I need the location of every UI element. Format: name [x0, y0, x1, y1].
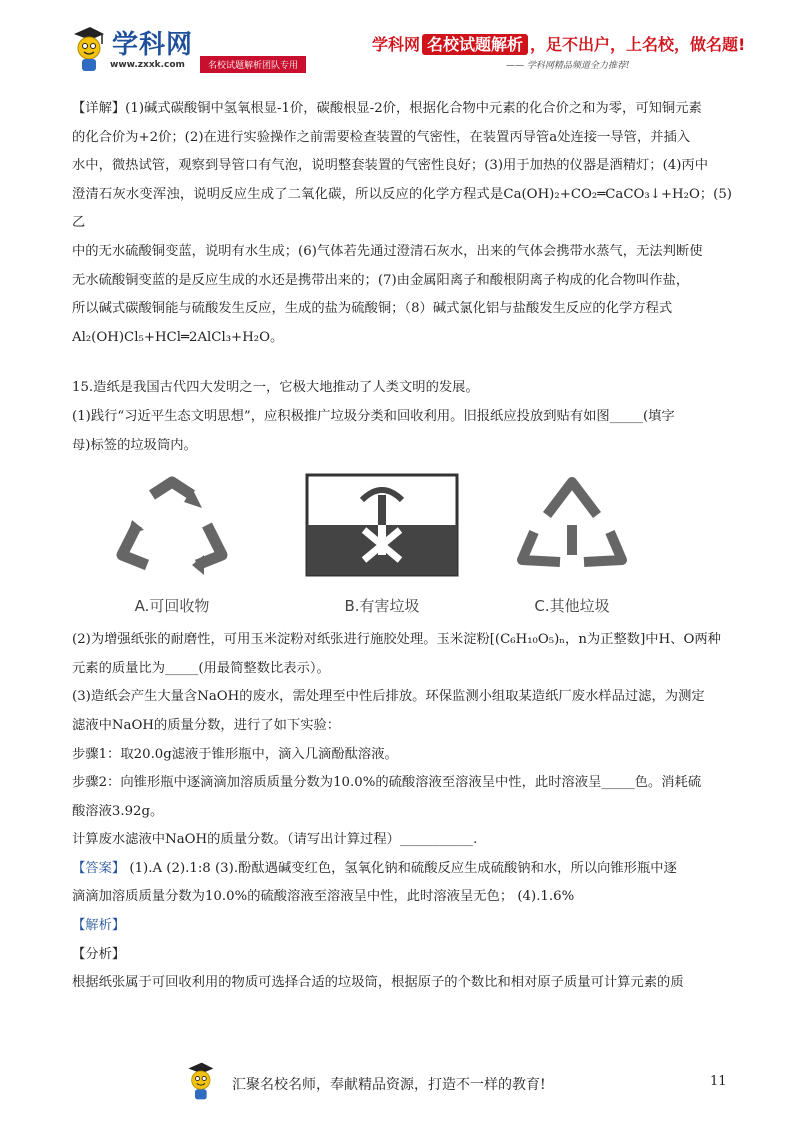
logo-text: 学科网: [112, 30, 194, 60]
detail-line: 无水硫酸铜变蓝的是反应生成的水还是携带出来的；(7)由金属阳离子和酸根阴离子构成的化合物叫作盐，: [72, 272, 690, 288]
answer-text: (1).A (2).1:8 (3).酚酞遇碱变红色，氢氧化钠和硫酸反应生成硫酸钠和水，所以向锥形瓶中逐: [125, 860, 677, 876]
detail-line: 【详解】(1)碱式碳酸铜中氢氧根显-1价，碳酸根显-2价，根据化合物中元素的化合价之和为零，可知铜元素: [72, 101, 702, 116]
question-line: 元素的质量比为_____(用最简整数比表示）。: [72, 660, 330, 676]
question-line: 母)标签的垃圾筒内。: [72, 437, 197, 453]
footer-slogan: 汇聚名校名师，奉献精品资源，打造不一样的教育!: [232, 1077, 546, 1093]
page-number: 11: [710, 1074, 727, 1089]
answer-line: 滴滴加溶质质量分数为10.0%的硫酸溶液至溶液呈中性，此时溶液呈无色； (4).1.6%: [72, 889, 575, 905]
slogan-part-a: 学科网: [372, 35, 421, 54]
document-body: [72, 95, 732, 998]
slogan-part-b: ，足不出户，上名校，做名题!: [530, 35, 746, 54]
recycle-icon: [92, 470, 252, 580]
question-line: (2)为增强纸张的耐磨性，可用玉米淀粉对纸张进行施胶处理。玉米淀粉[(C₆H₁₀O₅)ₙ，n为正整数]中H、O两种: [72, 632, 721, 648]
slogan-boxed: 名校试题解析: [422, 34, 528, 55]
question-line: 滤液中NaOH的质量分数，进行了如下实验：: [72, 717, 341, 733]
detail-line: 所以碱式碳酸铜能与硫酸发生反应，生成的盐为硫酸铜；（8）碱式氯化铝与盐酸发生反应的化学方程式: [72, 301, 673, 317]
figure-a-caption: A.可回收物: [134, 596, 210, 615]
header-subslogan: —— 学科网精品频道全力推荐!: [506, 61, 630, 71]
question-line: 步骤2：向锥形瓶中逐滴滴加溶质质量分数为10.0%的硫酸溶液至溶液呈中性，此时溶液呈_____色。消耗硫: [72, 775, 702, 791]
question-title: 15.造纸是我国古代四大发明之一，它极大地推动了人类文明的发展。: [72, 380, 479, 396]
hazardous-icon: [302, 470, 462, 580]
question-line: (3)造纸会产生大量含NaOH的废水，需处理至中性后排放。环保监测小组取某造纸厂废水样品过滤，为测定: [72, 689, 705, 705]
figure-c: [492, 470, 652, 620]
header-slogan: [372, 32, 745, 55]
question-line: 酸溶液3.92g。: [72, 803, 164, 819]
page-footer: [0, 1058, 800, 1118]
question-line: 步骤1：取20.0g滤液于锥形瓶中，滴入几滴酚酞溶液。: [72, 746, 398, 762]
analysis-text: 根据纸张属于可回收利用的物质可选择合适的垃圾筒，根据原子的个数比和相对原子质量可计算元素的质: [72, 975, 684, 991]
answer-label: 【答案】: [72, 860, 126, 876]
detail-line: 的化合价为+2价；(2)在进行实验操作之前需要检查装置的气密性，在装置丙导管a处连接一导管，并插入: [72, 129, 691, 145]
logo-url: www.zxxk.com: [110, 60, 185, 70]
mascot-icon: [70, 24, 106, 74]
analysis-sub-label: 【分析】: [72, 946, 126, 962]
question-line: 计算废水滤液中NaOH的质量分数。（请写出计算过程）___________.: [72, 832, 478, 848]
detail-line: Al₂(OH)Cl₅+HCl═2AlCl₃+H₂O。: [72, 329, 284, 345]
logo-tag: 名校试题解析团队专用: [200, 56, 306, 73]
question-line: (1)践行“习近平生态文明思想”，应积极推广垃圾分类和回收利用。旧报纸应投放到贴有如图_____(填字: [72, 408, 675, 424]
analysis-label: 【解析】: [72, 918, 126, 934]
figure-b: [302, 470, 462, 620]
waste-sort-figures: [72, 470, 732, 620]
figure-a: [92, 470, 252, 620]
detail-line: 水中，微热试管，观察到导管口有气泡，说明整套装置的气密性良好；(3)用于加热的仪器是酒精灯；(4)丙中: [72, 158, 709, 174]
detail-line: 澄清石灰水变浑浊，说明反应生成了二氧化碳，所以反应的化学方程式是Ca(OH)₂+CO₂═CaCO₃↓+H₂O；(5)乙: [72, 186, 732, 231]
page-header: [0, 0, 800, 90]
detail-line: 中的无水硫酸铜变蓝，说明有水生成；(6)气体若先通过澄清石灰水，出来的气体会携带水蒸气，无法判断使: [72, 243, 703, 259]
zxxk-logo: [70, 22, 340, 82]
figure-b-caption: B.有害垃圾: [344, 596, 420, 615]
other-waste-icon: [492, 470, 652, 580]
answer-line: [72, 855, 732, 884]
figure-c-caption: C.其他垃圾: [534, 596, 610, 615]
mascot-icon: [185, 1060, 215, 1102]
